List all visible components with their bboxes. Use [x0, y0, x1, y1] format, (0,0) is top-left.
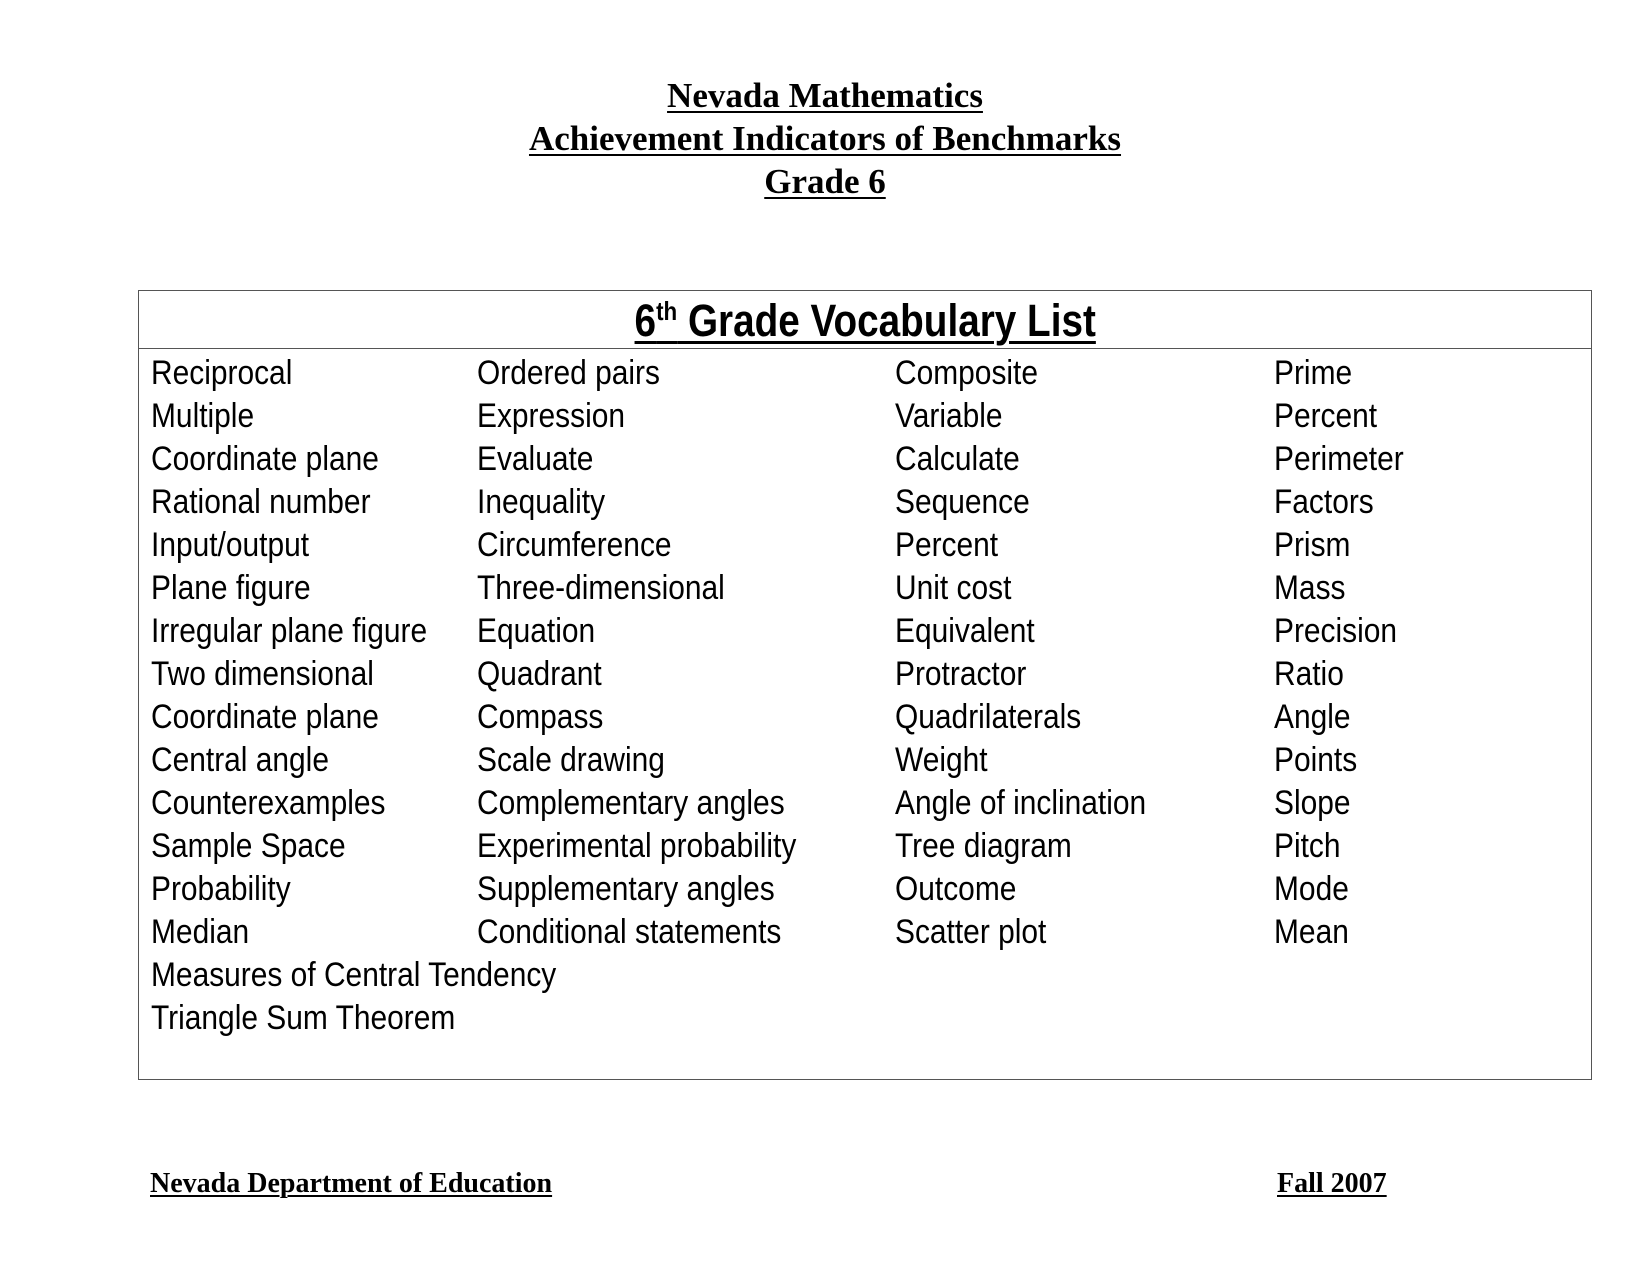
vocab-term: Mass — [1274, 569, 1346, 607]
vocab-term: Irregular plane figure — [151, 612, 428, 650]
header-subtitle: Achievement Indicators of Benchmarks — [528, 119, 1122, 158]
vocab-term: Evaluate — [477, 440, 594, 478]
vocab-term: Perimeter — [1274, 440, 1404, 478]
vocab-term: Supplementary angles — [477, 870, 775, 908]
header-grade: Grade 6 — [764, 162, 886, 201]
vocab-term: Angle — [1274, 698, 1351, 736]
vocab-term: Protractor — [895, 655, 1027, 693]
header-title: Nevada Mathematics — [667, 76, 983, 115]
vocab-term: Weight — [895, 741, 988, 779]
vocab-term: Ordered pairs — [477, 354, 660, 392]
vocab-term: Complementary angles — [477, 784, 785, 822]
vocab-term: Tree diagram — [895, 827, 1072, 865]
vocab-term: Pitch — [1274, 827, 1341, 865]
vocabulary-title — [634, 291, 1095, 351]
vocabulary-table — [138, 290, 1592, 1080]
vocab-term: Mode — [1274, 870, 1349, 908]
title-text: Grade Vocabulary List — [676, 295, 1096, 346]
vocab-term: Central angle — [151, 741, 329, 779]
vocab-term: Precision — [1274, 612, 1398, 650]
title-number: 6 — [634, 295, 656, 346]
vocab-term: Percent — [1274, 397, 1378, 435]
vocabulary-title-row — [139, 291, 1591, 349]
vocab-term: Rational number — [151, 483, 371, 521]
vocab-term: Ratio — [1274, 655, 1344, 693]
vocab-term: Triangle Sum Theorem — [151, 999, 456, 1037]
vocab-term: Quadrilaterals — [895, 698, 1082, 736]
vocab-term: Composite — [895, 354, 1039, 392]
vocab-term: Sequence — [895, 483, 1030, 521]
vocab-term: Coordinate plane — [151, 440, 379, 478]
vocab-term: Variable — [895, 397, 1003, 435]
vocab-column-2 — [477, 352, 840, 954]
vocab-term: Conditional statements — [477, 913, 782, 951]
vocab-term: Reciprocal — [151, 354, 293, 392]
vocab-term: Quadrant — [477, 655, 602, 693]
vocab-term: Three-dimensional — [477, 569, 725, 607]
vocab-term: Factors — [1274, 483, 1374, 521]
vocab-term: Prime — [1274, 354, 1353, 392]
vocab-term: Inequality — [477, 483, 606, 521]
vocab-term: Calculate — [895, 440, 1020, 478]
vocab-term: Unit cost — [895, 569, 1012, 607]
vocab-column-4 — [1274, 352, 1421, 954]
vocab-term: Prism — [1274, 526, 1351, 564]
vocab-term: Equation — [477, 612, 596, 650]
vocab-term: Mean — [1274, 913, 1349, 951]
vocab-term: Circumference — [477, 526, 672, 564]
vocab-term: Probability — [151, 870, 291, 908]
vocab-term: Percent — [895, 526, 999, 564]
vocab-term: Outcome — [895, 870, 1017, 908]
vocab-term: Multiple — [151, 397, 255, 435]
footer-date: Fall 2007 — [1277, 1168, 1387, 1199]
vocab-term: Scale drawing — [477, 741, 665, 779]
vocab-term: Angle of inclination — [895, 784, 1147, 822]
vocab-term: Scatter plot — [895, 913, 1047, 951]
vocab-term: Two dimensional — [151, 655, 374, 693]
vocab-term: Median — [151, 913, 250, 951]
vocab-term: Sample Space — [151, 827, 346, 865]
vocab-term: Compass — [477, 698, 604, 736]
vocab-term: Points — [1274, 741, 1358, 779]
vocab-term: Plane figure — [151, 569, 311, 607]
vocab-term: Coordinate plane — [151, 698, 379, 736]
vocab-term: Equivalent — [895, 612, 1035, 650]
footer-department: Nevada Department of Education — [150, 1168, 553, 1199]
vocab-term: Counterexamples — [151, 784, 386, 822]
vocab-term: Measures of Central Tendency — [151, 956, 557, 994]
vocab-term: Expression — [477, 397, 626, 435]
document-header — [0, 74, 1650, 203]
vocab-term: Slope — [1274, 784, 1351, 822]
vocab-term: Input/output — [151, 526, 310, 564]
title-superscript: th — [655, 296, 677, 326]
vocab-term: Experimental probability — [477, 827, 797, 865]
vocab-column-3 — [895, 352, 1180, 954]
